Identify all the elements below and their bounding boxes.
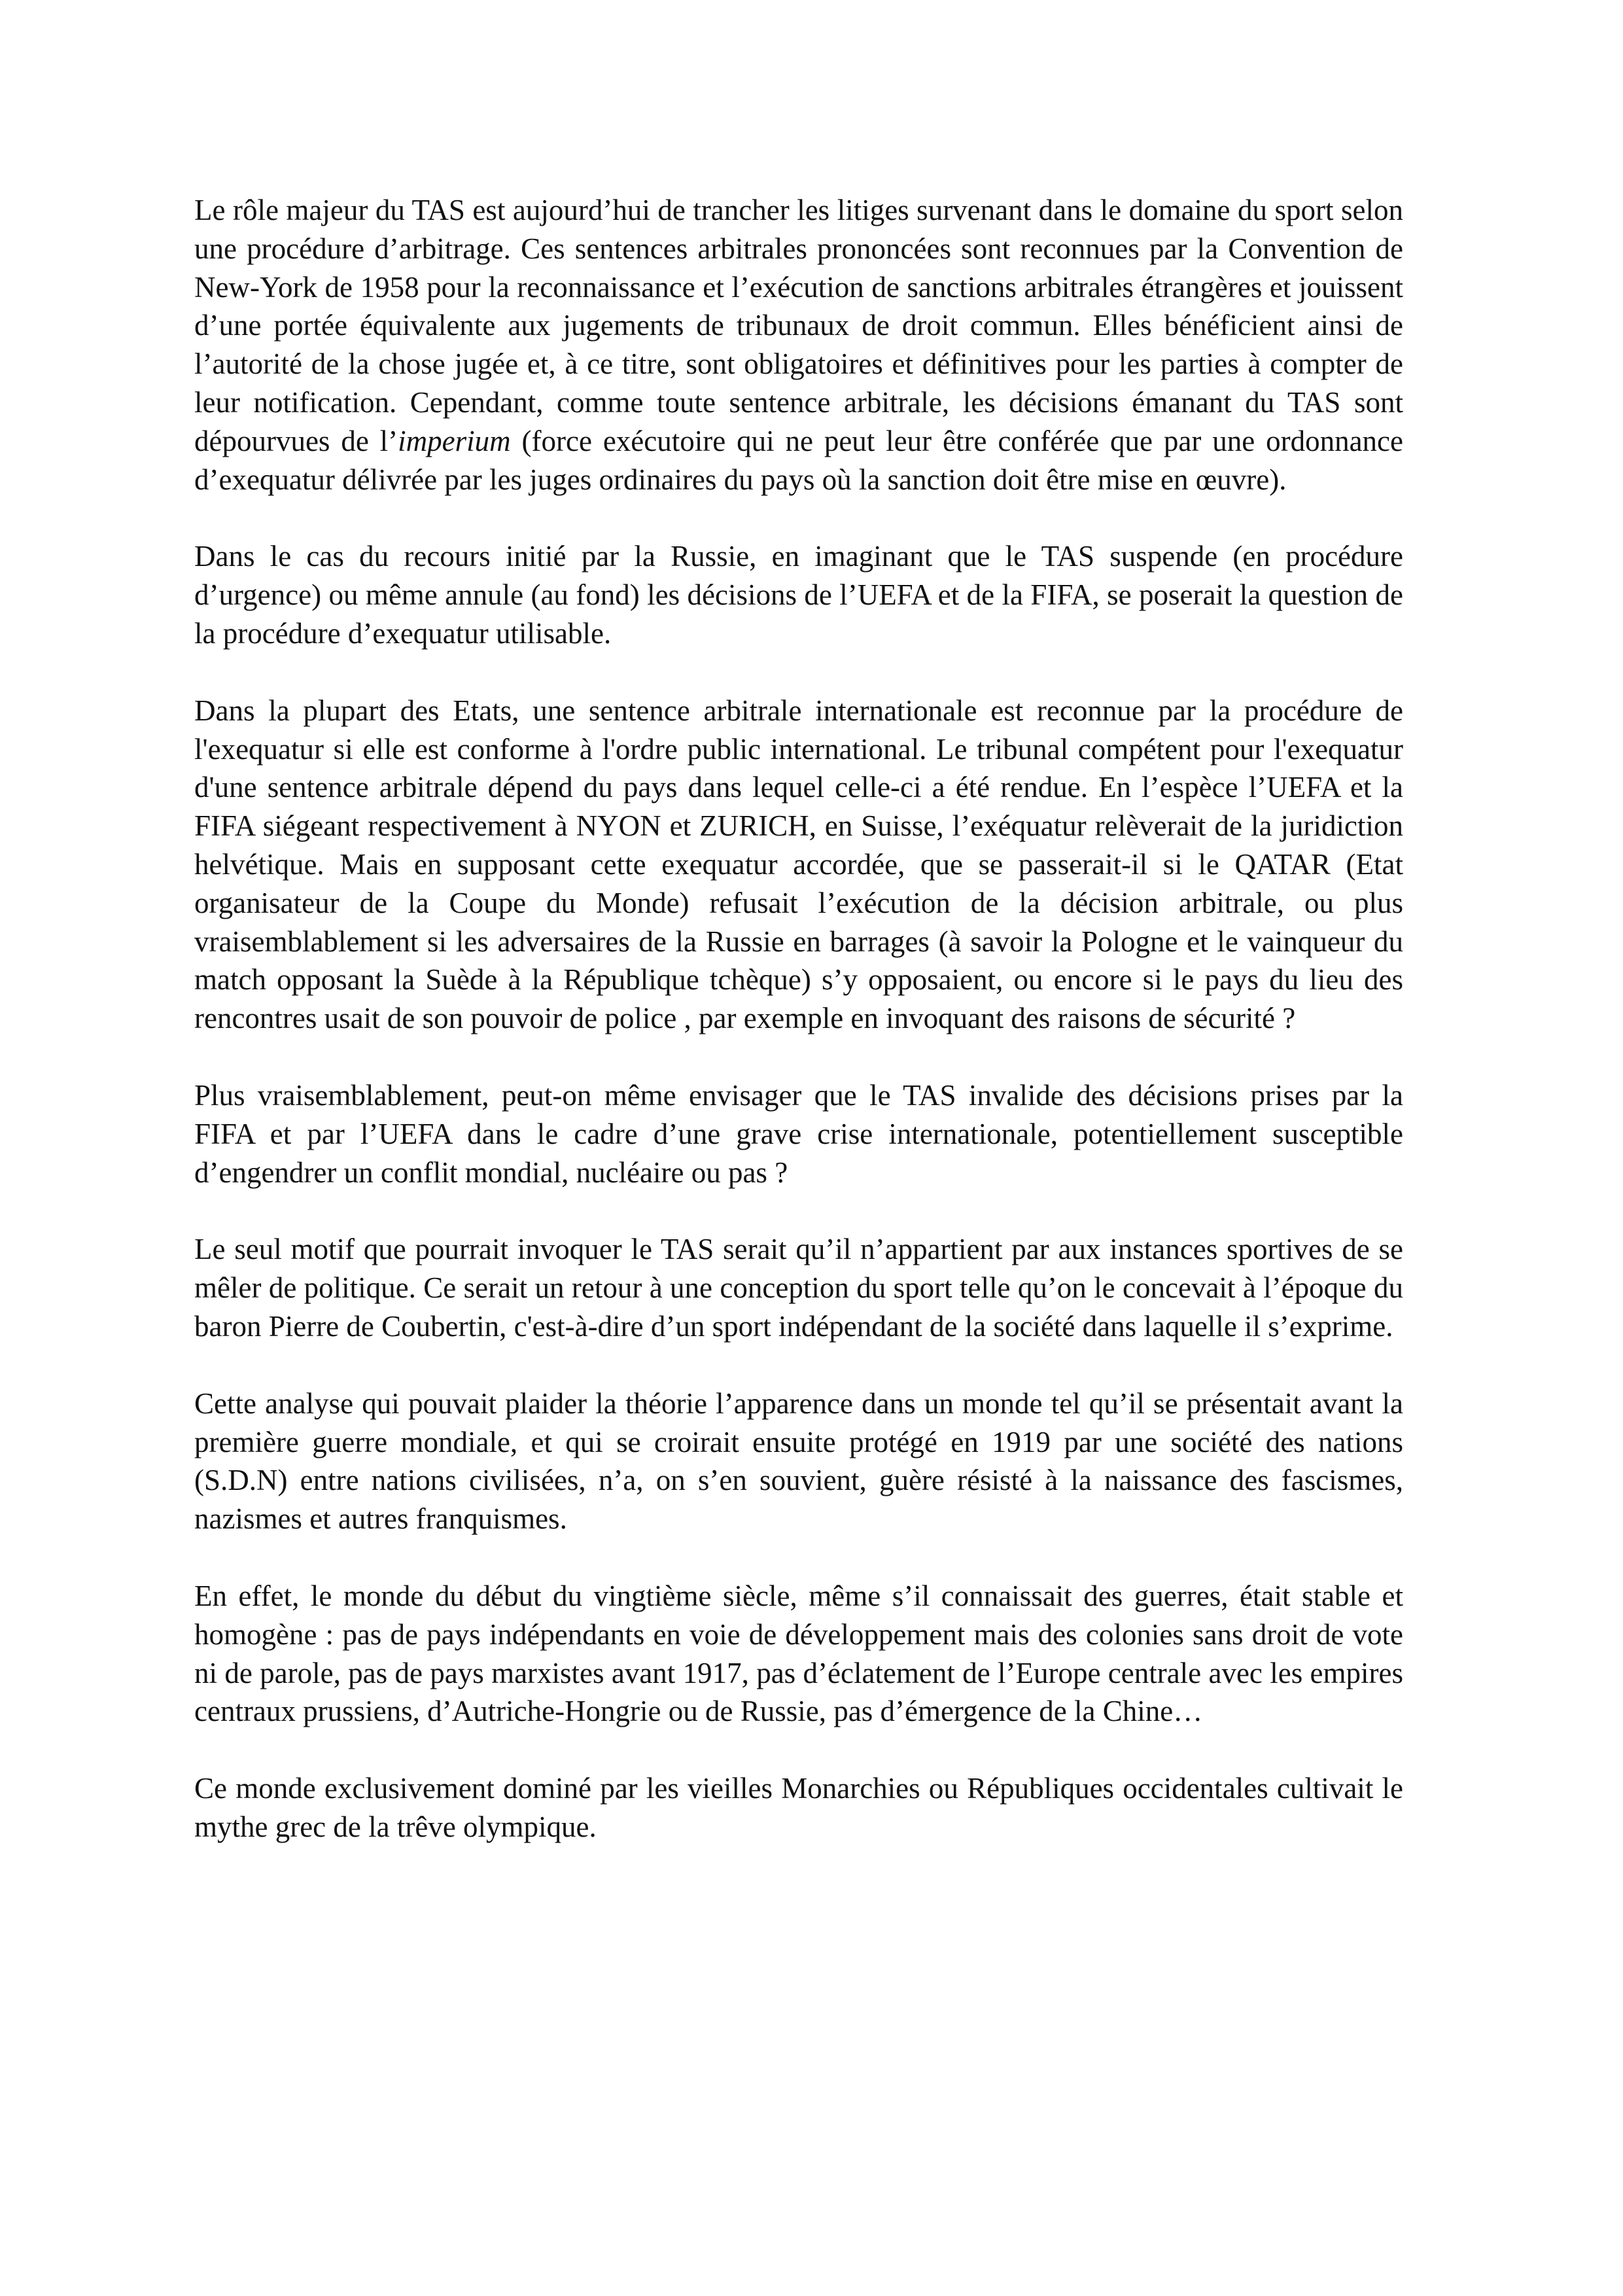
paragraph-8: Ce monde exclusivement dominé par les vieilles Monarchies ou Républiques occidentales cultivait le mythe grec de la trêve olympique. bbox=[194, 1772, 1403, 1843]
document-body bbox=[194, 191, 1403, 1846]
paragraph-1-italic-term: imperium bbox=[398, 424, 511, 457]
paragraph-1 bbox=[194, 191, 1403, 499]
paragraph-5: Le seul motif que pourrait invoquer le TAS serait qu’il n’appartient par aux instances sportives de se mêler de politique. Ce serait un retour à une conception du sport telle qu’on le concevait à l’époque du baron Pierre de Coubertin, c'est-à-dire d’un sport indépendant de la société dans laquelle il s’exprime. bbox=[194, 1233, 1403, 1343]
paragraph-7: En effet, le monde du début du vingtième siècle, même s’il connaissait des guerres, était stable et homogène : pas de pays indépendants en voie de développement mais des colonies sans droit de vote ni de parole, pas de pays marxistes avant 1917, pas d’éclatement de l’Europe centrale avec les empires centraux prussiens, d’Autriche-Hongrie ou de Russie, pas d’émergence de la Chine… bbox=[194, 1579, 1403, 1728]
paragraph-6: Cette analyse qui pouvait plaider la théorie l’apparence dans un monde tel qu’il se présentait avant la première guerre mondiale, et qui se croirait ensuite protégé en 1919 par une société des nations (S.D.N) entre nations civilisées, n’a, on s’en souvient, guère résisté à la naissance des fascismes, nazismes et autres franquismes. bbox=[194, 1386, 1403, 1536]
paragraph-2: Dans le cas du recours initié par la Russie, en imaginant que le TAS suspende (en procédure d’urgence) ou même annule (au fond) les décisions de l’UEFA et de la FIFA, se poserait la question de la procédure d’exequatur utilisable. bbox=[194, 540, 1403, 650]
paragraph-1-text-end: (force exécutoire qui ne peut leur être conférée que par une ordonnance d’exequatur délivrée par les juges ordinaires du pays où la sanction doit être mise en œuvre). bbox=[194, 424, 1404, 496]
paragraph-4: Plus vraisemblablement, peut-on même envisager que le TAS invalide des décisions prises par la FIFA et par l’UEFA dans le cadre d’une grave crise internationale, potentiellement susceptible d’engendrer un conflit mondial, nucléaire ou pas ? bbox=[194, 1078, 1403, 1189]
paragraph-1-text-start: Le rôle majeur du TAS est aujourd’hui de trancher les litiges survenant dans le domaine du sport selon une procédure d’arbitrage. Ces sentences arbitrales prononcées sont reconnues par la Convention de New-York de 1958 pour la reconnaissance et l’exécution de sanctions arbitrales étrangères et jouissent d’une portée équivalente aux jugements de tribunaux de droit commun. Elles bénéficient ainsi de l’autorité de la chose jugée et, à ce titre, sont obligatoires et définitives pour les parties à compter de leur notification. Cependant, comme toute sentence arbitrale, les décisions émanant du TAS sont dépourvues de l’ bbox=[194, 194, 1403, 457]
paragraph-3: Dans la plupart des Etats, une sentence arbitrale internationale est reconnue par la procédure de l'exequatur si elle est conforme à l'ordre public international. Le tribunal compétent pour l'exequatur d'une sentence arbitrale dépend du pays dans lequel celle-ci a été rendue. En l’espèce l’UEFA et la FIFA siégeant respectivement à NYON et ZURICH, en Suisse, l’exéquatur relèverait de la juridiction helvétique. Mais en supposant cette exequatur accordée, que se passerait-il si le QATAR (Etat organisateur de la Coupe du Monde) refusait l’exécution de la décision arbitrale, ou plus vraisemblablement si les adversaires de la Russie en barrages (à savoir la Pologne et le vainqueur du match opposant la Suède à la République tchèque) s’y opposaient, ou encore si le pays du lieu des rencontres usait de son pouvoir de police , par exemple en invoquant des raisons de sécurité ? bbox=[194, 694, 1403, 1035]
